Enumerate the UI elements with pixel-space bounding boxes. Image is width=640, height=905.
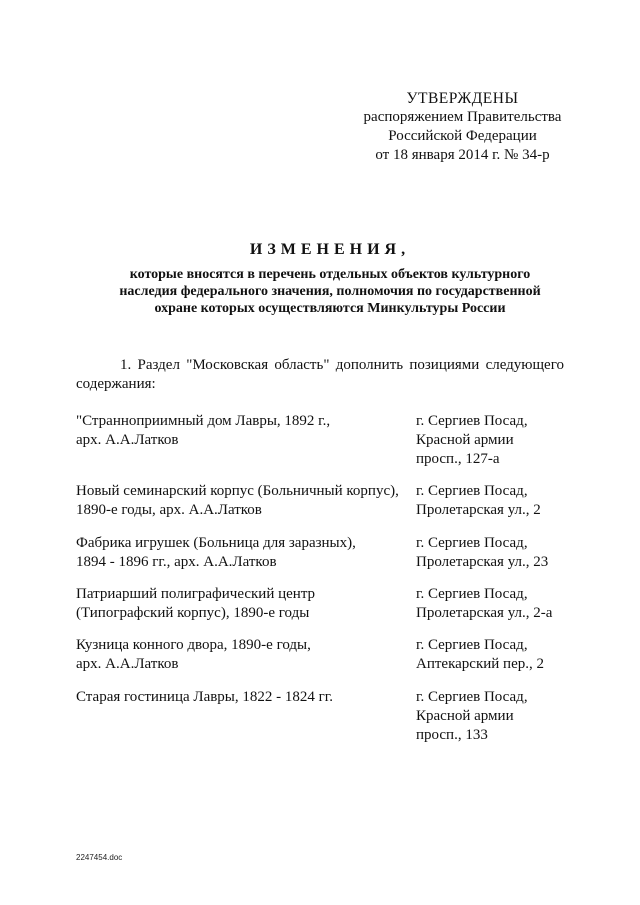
intro-paragraph: 1. Раздел "Московская область" дополнить позициями следующего содержания: [76, 357, 564, 392]
object-address: г. Сергиев Посад, Аптекарский пер., 2 [416, 637, 544, 672]
object-name: Патриарший полиграфический центр (Типографский корпус), 1890-е годы [76, 586, 316, 621]
approval-block [340, 89, 585, 165]
approval-line-government: Российской Федерации [388, 128, 537, 144]
object-address: г. Сергиев Посад, Красной армии просп., 127-а [416, 413, 528, 467]
approval-title: УТВЕРЖДЕНЫ [406, 90, 519, 107]
object-address: г. Сергиев Посад, Пролетарская ул., 2 [416, 483, 541, 518]
footer-filename: 2247454.doc [76, 853, 123, 862]
object-name: Новый семинарский корпус (Больничный корпус), 1890-е годы, арх. А.А.Латков [76, 483, 399, 518]
object-name: "Странноприимный дом Лавры, 1892 г., арх. А.А.Латков [76, 413, 331, 448]
approval-line-date: от 18 января 2014 г. № 34-р [375, 147, 550, 163]
object-address: г. Сергиев Посад, Пролетарская ул., 23 [416, 535, 549, 570]
object-name: Фабрика игрушек (Больница для заразных), 1894 - 1896 гг., арх. А.А.Латков [76, 535, 356, 570]
object-address: г. Сергиев Посад, Пролетарская ул., 2-а [416, 586, 553, 621]
document-heading [60, 239, 600, 317]
document-subtitle: которые вносятся в перечень отдельных объектов культурного наследия федерального значения, полномочия по государственной охране которых осуществляются Минкультуры России [119, 267, 541, 316]
document-title: ИЗМЕНЕНИЯ, [249, 241, 411, 258]
object-address: г. Сергиев Посад, Красной армии просп., 133 [416, 689, 528, 743]
object-name: Старая гостиница Лавры, 1822 - 1824 гг. [76, 689, 333, 705]
object-name: Кузница конного двора, 1890-е годы, арх. А.А.Латков [76, 637, 311, 672]
approval-line-order: распоряжением Правительства [363, 109, 562, 125]
